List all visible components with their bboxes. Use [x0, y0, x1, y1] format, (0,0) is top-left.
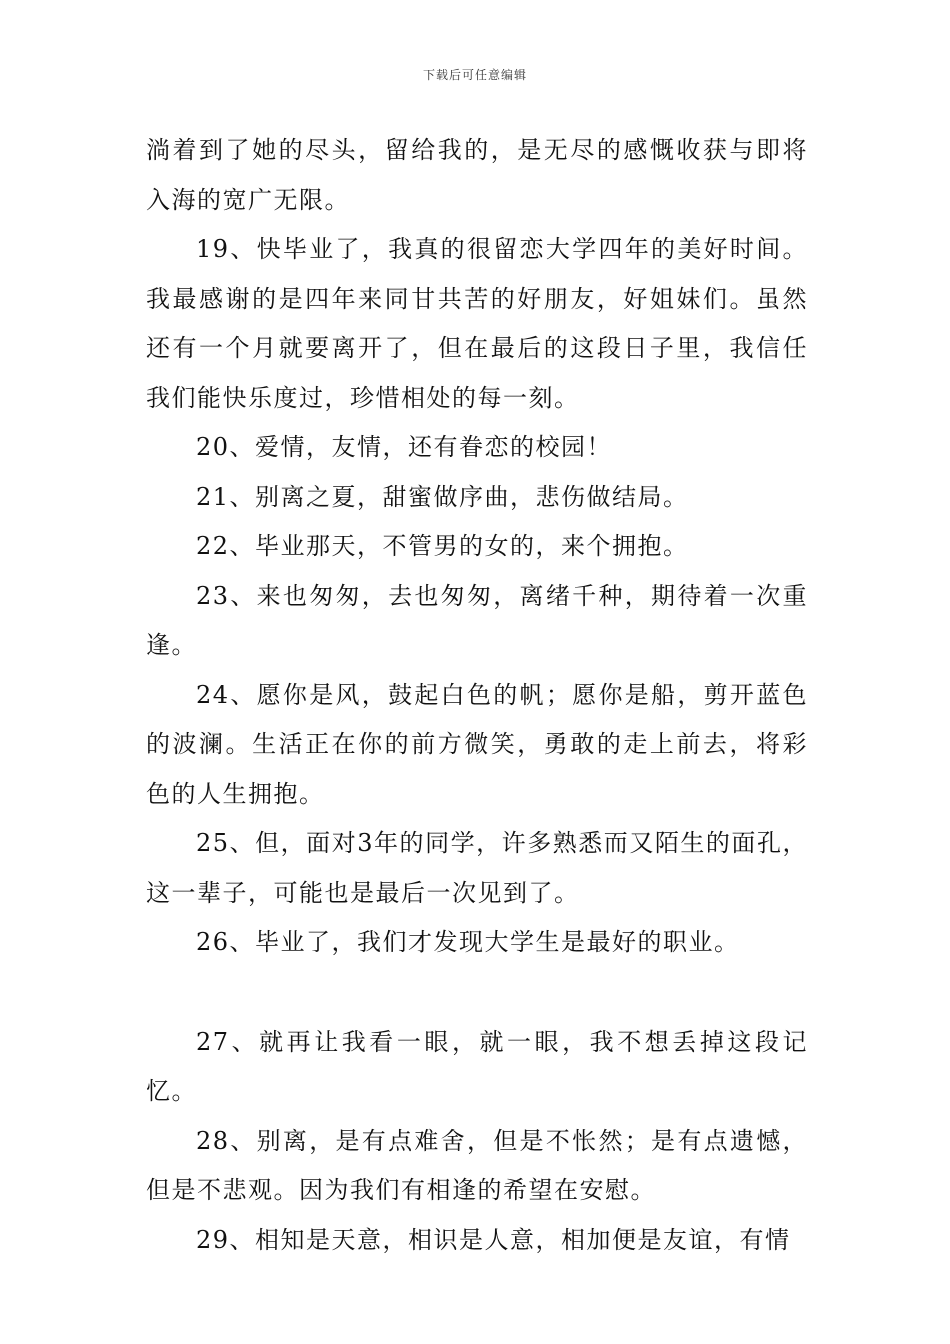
page-header: 下载后可任意编辑 [422, 68, 527, 82]
paragraph-28: 28、别离，是有点难舍，但是不怅然；是有点遗憾，但是不悲观。因为我们有相逢的希望在安慰。 [146, 1126, 808, 1204]
paragraph-23: 23、来也匆匆，去也匆匆，离绪千种，期待着一次重逢。 [146, 581, 808, 659]
paragraph-29: 29、相知是天意，相识是人意，相加便是友谊，有情 [196, 1225, 791, 1254]
document-body [146, 126, 808, 1265]
paragraph-26: 26、毕业了，我们才发现大学生是最好的职业。 [196, 928, 740, 956]
paragraph-continuation: 淌着到了她的尽头，留给我的，是无尽的感慨收获与即将入海的宽广无限。 [146, 136, 808, 214]
paragraph-19: 19、快毕业了，我真的很留恋大学四年的美好时间。我最感谢的是四年来同甘共苦的好朋友，好姐妹们。虽然还有一个月就要离开了，但在最后的这段日子里，我信任我们能快乐度过，珍惜相处的每一刻。 [146, 235, 808, 412]
paragraph-25: 25、但，面对3年的同学，许多熟悉而又陌生的面孔，这一辈子，可能也是最后一次见到了。 [146, 829, 808, 907]
paragraph-21: 21、别离之夏，甜蜜做序曲，悲伤做结局。 [196, 482, 689, 511]
paragraph-22: 22、毕业那天，不管男的女的，来个拥抱。 [196, 532, 689, 560]
paragraph-27: 27、就再让我看一眼，就一眼，我不想丢掉这段记忆。 [146, 1027, 808, 1105]
paragraph-20: 20、爱情，友情，还有眷恋的校园！ [196, 433, 613, 461]
blank-line [146, 968, 808, 1018]
paragraph-24: 24、愿你是风，鼓起白色的帆；愿你是船，剪开蓝色的波澜。生活正在你的前方微笑，勇敢的走上前去，将彩色的人生拥抱。 [146, 680, 808, 808]
